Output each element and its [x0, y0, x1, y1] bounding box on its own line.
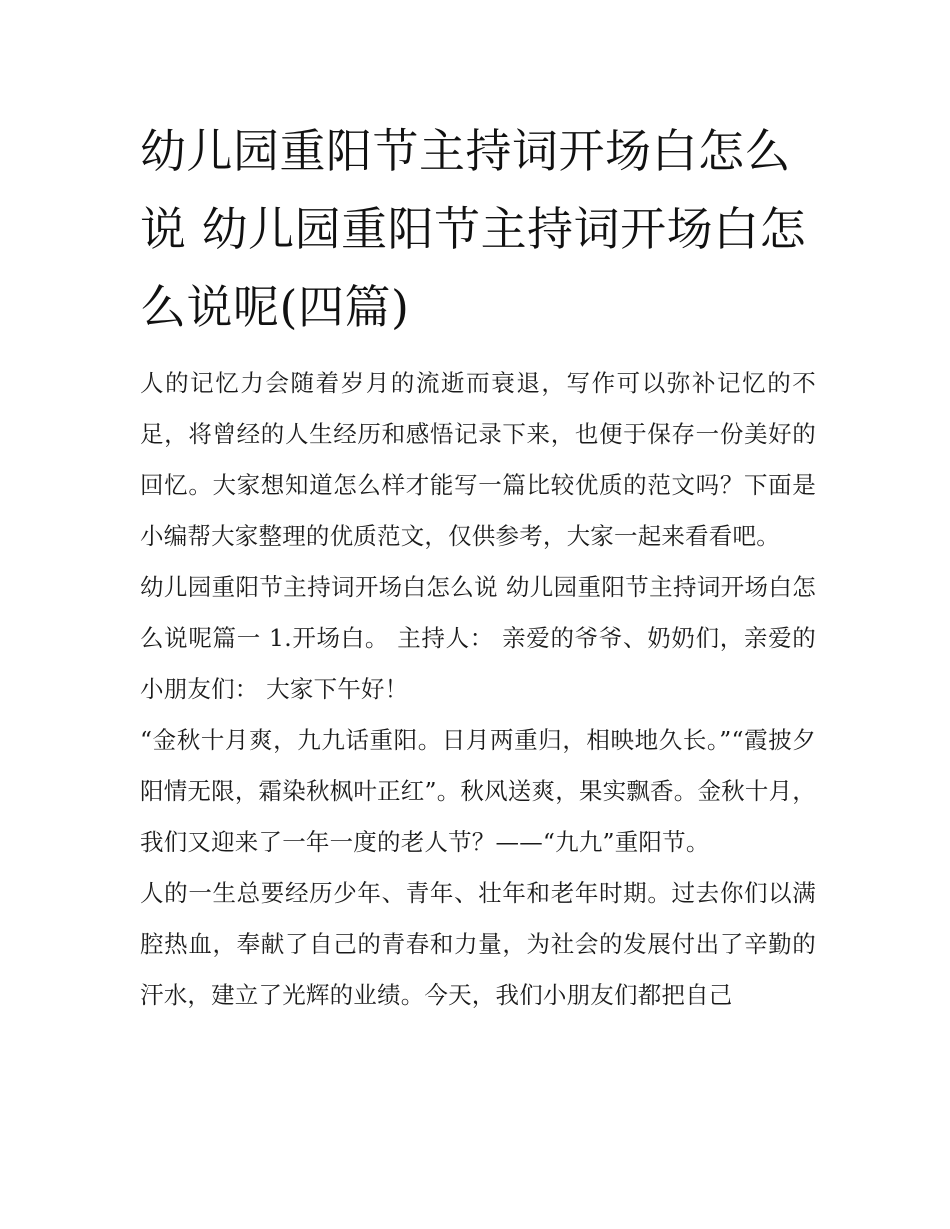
- paragraph-poem: “金秋十月爽，九九话重阳。日月两重归，相映地久长。”“霞披夕阳情无限，霜染秋枫叶正红”。秋风送爽，果实飘香。金秋十月，我们又迎来了一年一度的老人节？——“九九”重阳节。: [140, 726, 816, 856]
- paragraph-intro: 人的记忆力会随着岁月的流逝而衰退，写作可以弥补记忆的不足，将曾经的人生经历和感悟记录下来，也便于保存一份美好的回忆。大家想知道怎么样才能写一篇比较优质的范文吗？下面是小编帮大家整理的优质范文，仅供参考，大家一起来看看吧。: [140, 369, 816, 550]
- document-body: [140, 112, 816, 1021]
- paragraph-life: 人的一生总要经历少年、青年、壮年和老年时期。过去你们以满腔热血，奉献了自己的青春和力量，为社会的发展付出了辛勤的汗水，建立了光辉的业绩。今天，我们小朋友们都把自己: [140, 879, 816, 1009]
- document-title: 幼儿园重阳节主持词开场白怎么说 幼儿园重阳节主持词开场白怎么说呢(四篇): [140, 124, 807, 334]
- paragraph-opening: 幼儿园重阳节主持词开场白怎么说 幼儿园重阳节主持词开场白怎么说呢篇一 1.开场白。 主持人： 亲爱的爷爷、奶奶们，亲爱的小朋友们： 大家下午好！: [140, 573, 816, 703]
